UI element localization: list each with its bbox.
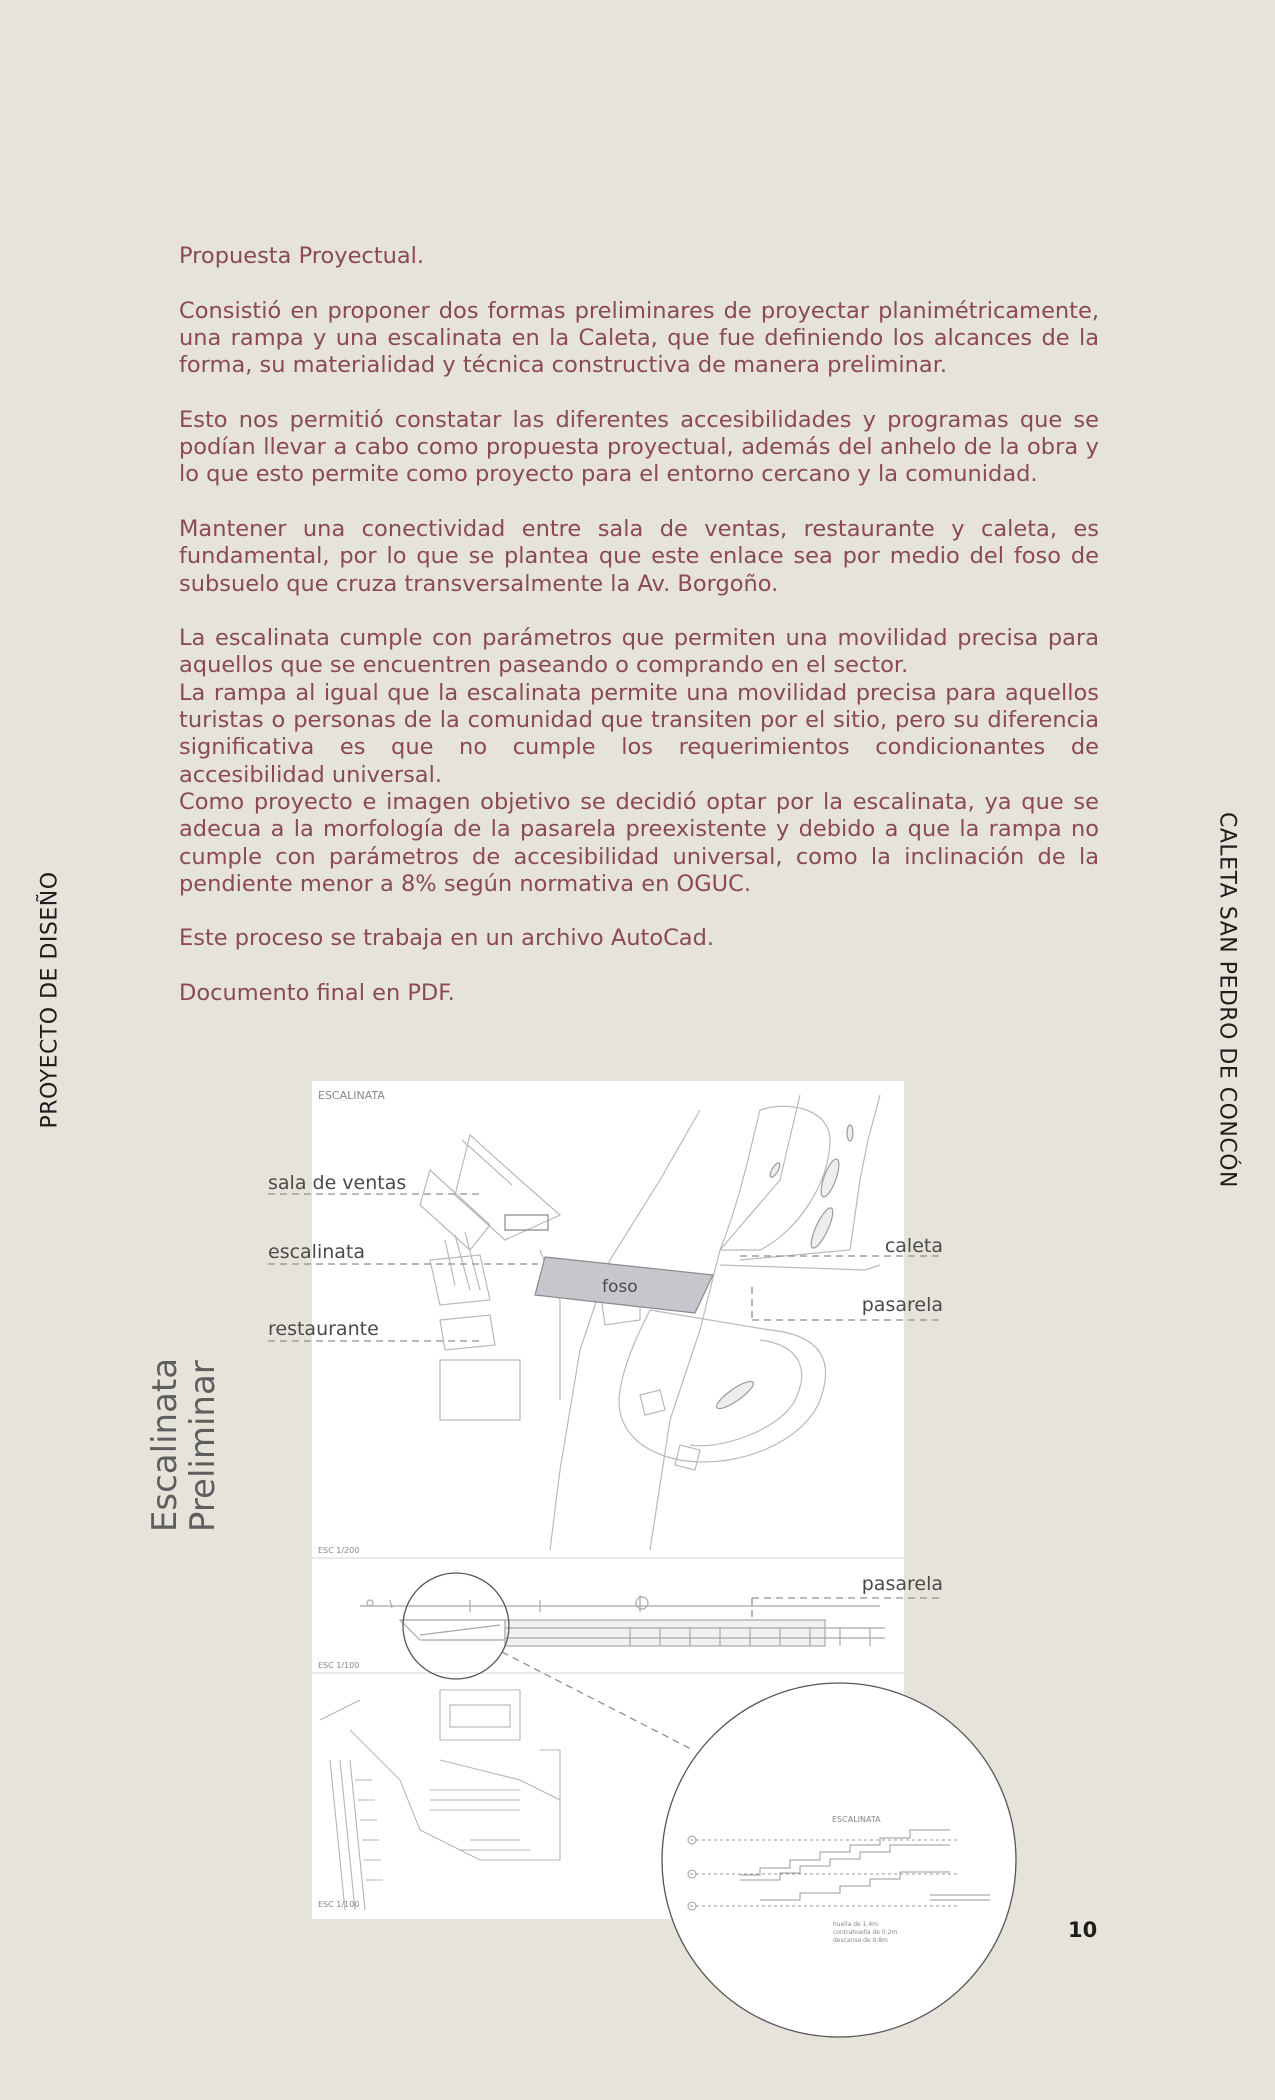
figure-title-line: Escalinata (145, 1357, 185, 1533)
label-sala-de-ventas: sala de ventas (268, 1172, 407, 1194)
label-restaurante: restaurante (268, 1318, 379, 1340)
detail-note: descanso de 0.8m (833, 1937, 888, 1944)
section-heading: Propuesta Proyectual. (179, 243, 425, 269)
paragraph: Esto nos permitió constatar las diferentes accesibilidades y programas que se podían llevar a cabo como propuesta proyectual, además del anhelo de la obra y lo que esto permite como proyecto para el entorno cercano y la comunidad. (179, 406, 1099, 488)
magnified-detail-circle (662, 1683, 1016, 2037)
label-escalinata: escalinata (268, 1241, 366, 1263)
detail-note: huella de 1.4m (833, 1921, 879, 1928)
scale-label-plan: ESC 1/200 (318, 1546, 360, 1555)
label-caleta: caleta (884, 1235, 943, 1257)
figure-title-line: Preliminar (183, 1360, 223, 1533)
detail-note: contrahuella de 0.2m (833, 1929, 898, 1936)
side-caption-project: PROYECTO DE DISEÑO (37, 871, 63, 1129)
paragraph: Documento final en PDF. (179, 980, 455, 1007)
paragraph: Como proyecto e imagen objetivo se decidió optar por la escalinata, ya que se adecua a la morfología de la pasarela preexistente y debido a que la rampa no cumple con parámetros de accesibilidad universal, como la inclinación de la pendiente menor a 8% según normativa en OGUC. (179, 788, 1099, 897)
sheet-title: ESCALINATA (318, 1089, 385, 1102)
scale-label-section: ESC 1/100 (318, 1661, 360, 1670)
detail-title: ESCALINATA (832, 1815, 881, 1824)
paragraph: Consistió en proponer dos formas preliminares de proyectar planimétricamente, una rampa y una escalinata en la Caleta, que fue definiendo los alcances de la forma, su materialidad y técnica constructiva de manera preliminar. (179, 297, 1099, 379)
paragraph: La rampa al igual que la escalinata permite una movilidad precisa para aquellos turistas o personas de la comunidad que transiten por el sitio, pero su diferencia significativa es que no cumple los requerimientos condicionantes de accesibilidad universal. (179, 679, 1099, 788)
page-number: 10 (1068, 1918, 1098, 1942)
scale-label-detail: ESC 1/100 (318, 1900, 360, 1909)
paragraph: Este proceso se trabaja en un archivo AutoCad. (179, 925, 715, 952)
label-pasarela: pasarela (861, 1294, 943, 1316)
paragraph: Mantener una conectividad entre sala de ventas, restaurante y caleta, es fundamental, por lo que se plantea que este enlace sea por medio del foso de subsuelo que cruza transversalmente la Av. Borgoño. (179, 515, 1099, 597)
paragraph: La escalinata cumple con parámetros que permiten una movilidad precisa para aquellos que se encuentren paseando o comprando en el sector. (179, 625, 1099, 679)
side-caption-location: CALETA SAN PEDRO DE CONCÓN (1214, 811, 1240, 1189)
label-pasarela-section: pasarela (861, 1573, 943, 1595)
label-foso: foso (602, 1277, 638, 1297)
